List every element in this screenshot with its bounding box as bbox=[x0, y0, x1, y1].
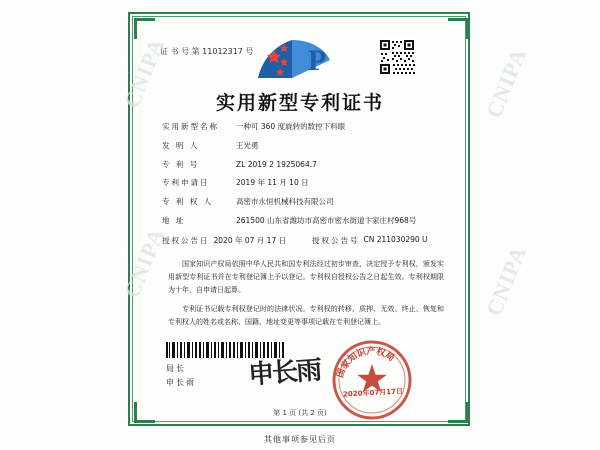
grant-date-value: 2020 年 07 月 17 日 bbox=[213, 235, 287, 245]
certificate-body-text bbox=[168, 258, 444, 335]
watermark-text: CNIPA bbox=[118, 224, 170, 302]
field-value: 2019 年 11 月 10 日 bbox=[236, 178, 309, 188]
seal-date: 2020年07月17日 bbox=[342, 387, 404, 399]
field-row bbox=[162, 178, 452, 188]
director-title: 局长 bbox=[166, 364, 186, 373]
grant-date-label: 授权公告日 bbox=[162, 235, 210, 245]
footnote: 其他事项参见后页 bbox=[264, 435, 336, 444]
field-label: 专 利 号 bbox=[162, 159, 200, 169]
watermark-text: CNIPA bbox=[480, 44, 532, 122]
body-paragraph: 国家知识产权局依照中华人民共和国专利法经过初步审查，决定授予专利权，颁发实用新型专利证书并在专利登记簿上予以登记。专利权自授权公告之日起生效。专利权期限为十年，自申请日起算。 bbox=[168, 260, 444, 294]
grant-number-label: 授权公告号 bbox=[312, 235, 360, 245]
field-label: 发 明 人 bbox=[162, 140, 200, 150]
svg-text:P: P bbox=[308, 44, 327, 77]
watermark-text: CNIPA bbox=[118, 34, 170, 112]
cnipa-emblem-icon bbox=[252, 34, 348, 82]
field-row bbox=[162, 141, 452, 151]
field-row bbox=[162, 216, 452, 226]
qr-code-icon bbox=[378, 38, 416, 76]
field-row bbox=[162, 122, 452, 132]
field-value: 261500 山东省潍坊市高密市密水街道卞家庄村968号 bbox=[236, 215, 417, 225]
field-row bbox=[162, 197, 452, 207]
field-label: 地 址 bbox=[162, 215, 186, 225]
signature-block bbox=[166, 362, 196, 389]
body-paragraph: 专利证书记载专利权登记时的法律状况。专利权的转移、质押、无效、终止、恢复和专利权人的姓名或名称、国籍、地址变更等事项记载在专利登记簿上。 bbox=[168, 304, 444, 326]
handwritten-signature: 申长雨 bbox=[247, 355, 322, 390]
svg-text:国家知识产权局: 国家知识产权局 bbox=[335, 346, 396, 380]
grant-number-value: CN 211030290 U bbox=[363, 234, 428, 244]
grant-row bbox=[162, 235, 452, 246]
field-label: 专 利 权 人 bbox=[162, 197, 214, 206]
page-title: 实用新型专利证书 bbox=[215, 92, 384, 114]
field-value: 高密市永恒机械科技有限公司 bbox=[236, 197, 334, 206]
field-label: 实用新型名称 bbox=[162, 122, 219, 131]
field-label: 专利申请日 bbox=[162, 178, 210, 188]
page-number: 第 1 页 (共 2 页) bbox=[273, 409, 327, 417]
watermark-text: CNIPA bbox=[480, 242, 532, 320]
corner-ornament-top-right bbox=[448, 18, 469, 39]
field-value: 一种可 360 度旋转的数控下料眼 bbox=[236, 122, 346, 131]
certificate-fields bbox=[162, 122, 452, 255]
field-value: 王光勇 bbox=[236, 140, 259, 150]
field-row bbox=[162, 160, 452, 170]
certificate-serial-number: 证 书 号 第 11012317 号 bbox=[160, 47, 254, 56]
field-value: ZL 2019 2 1925064.7 bbox=[236, 159, 317, 169]
director-name: 申长雨 bbox=[166, 377, 196, 387]
